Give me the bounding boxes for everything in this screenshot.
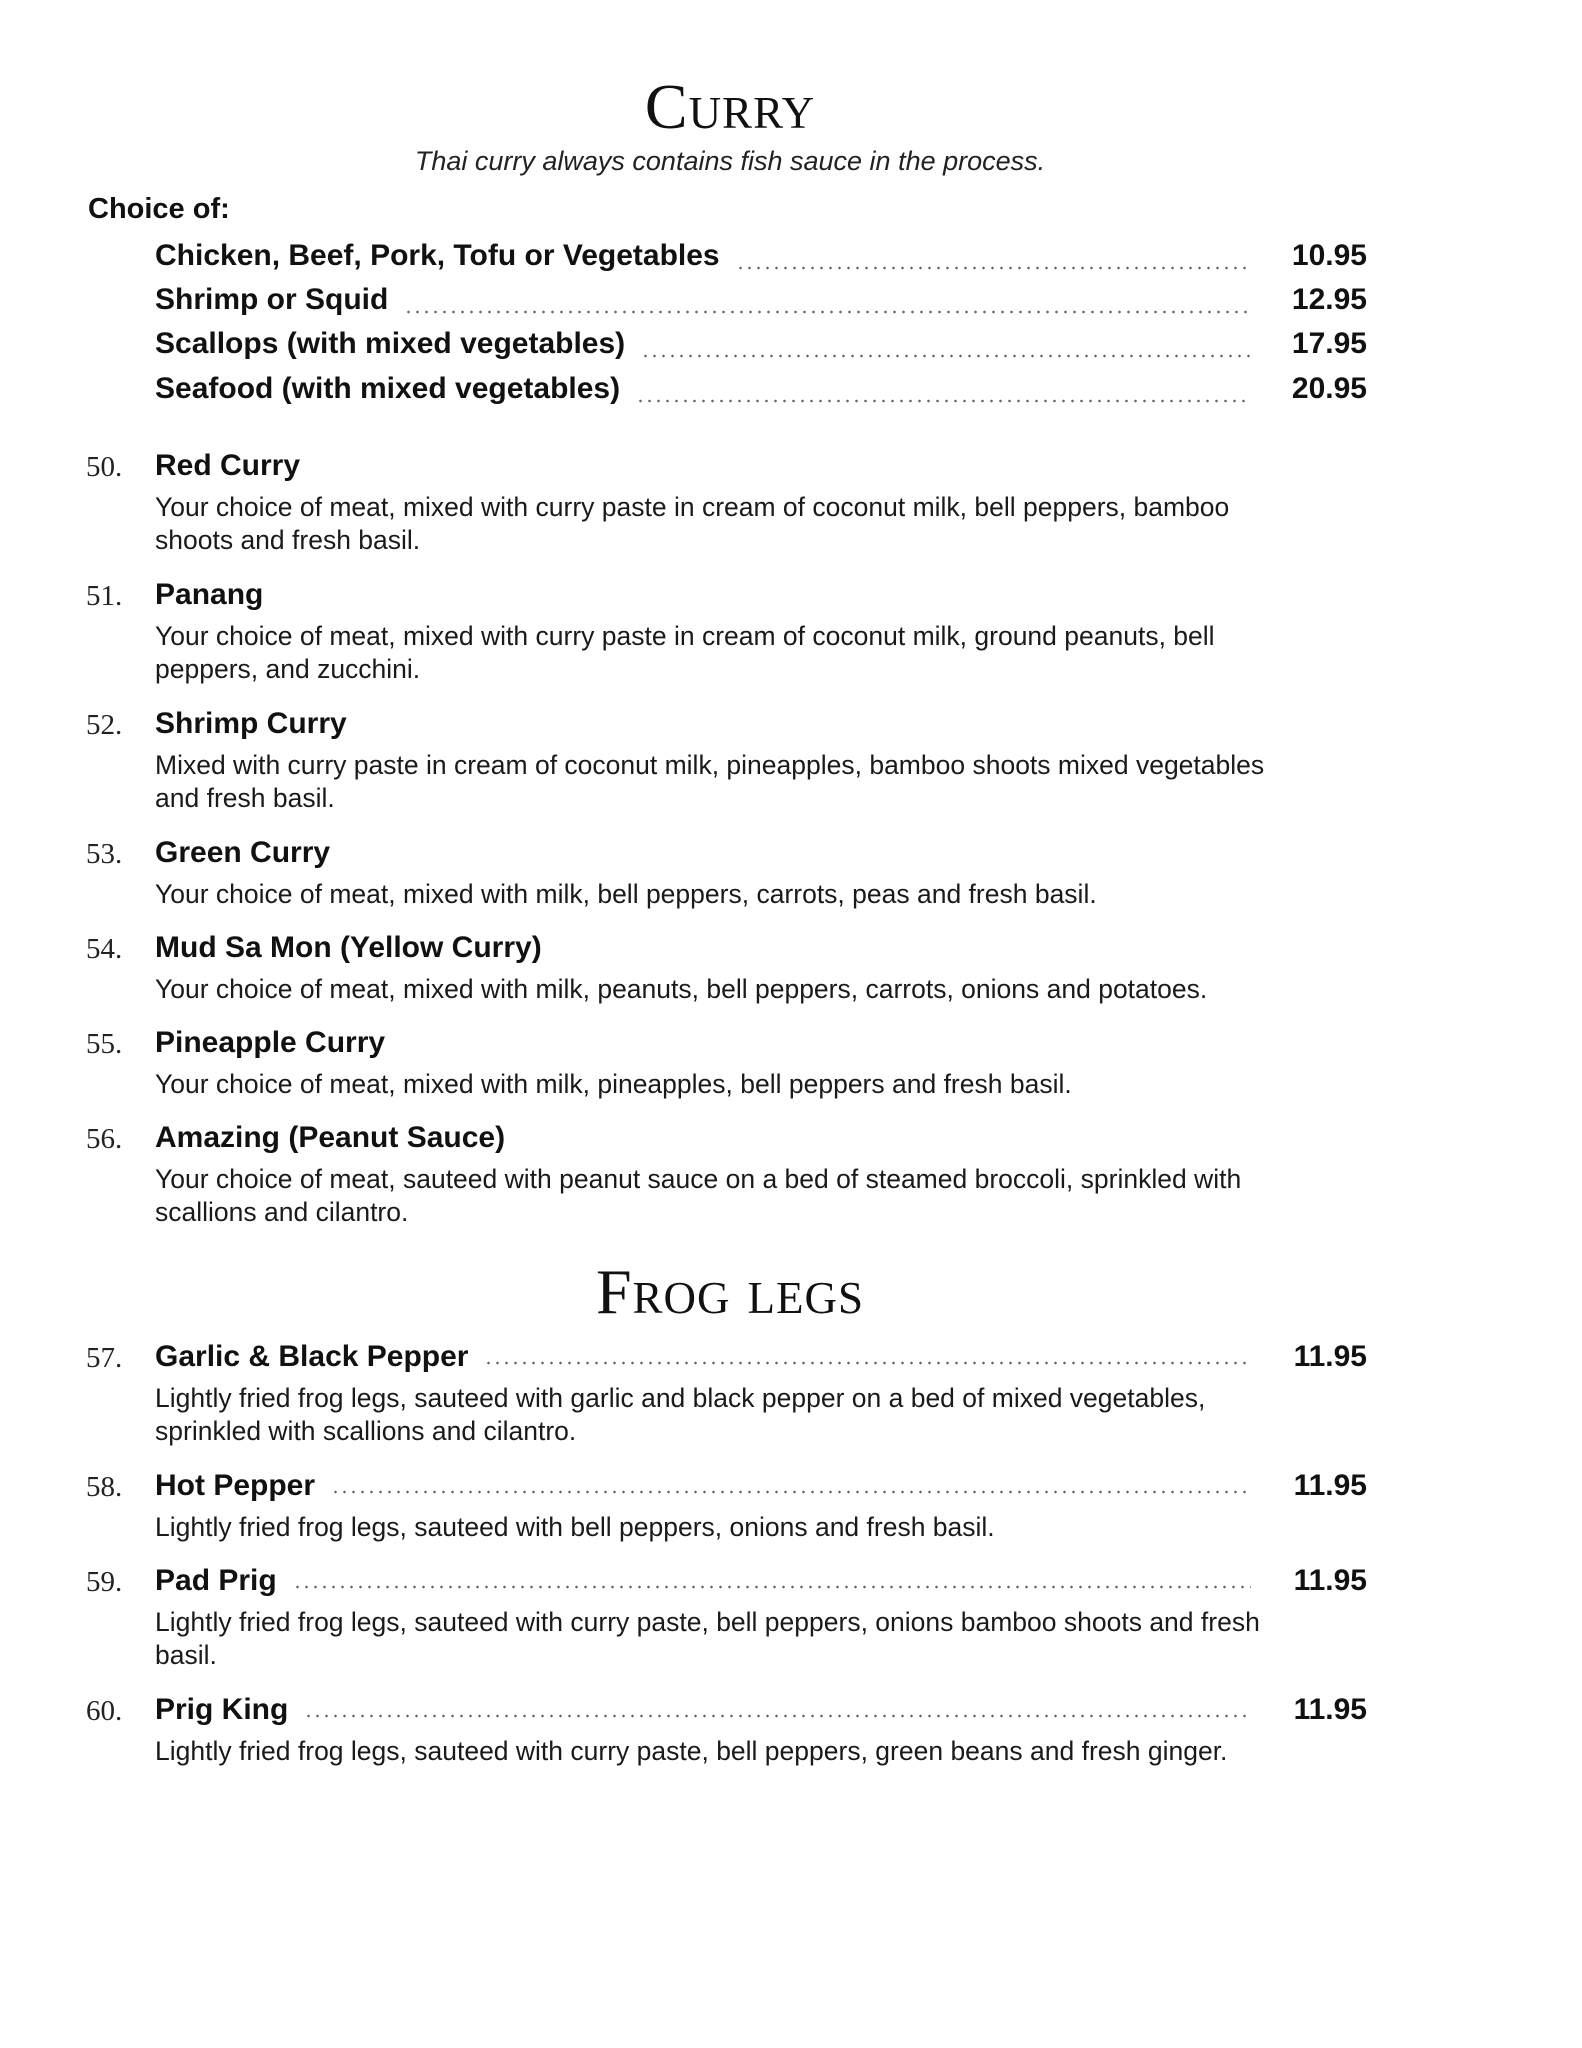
choice-name: Chicken, Beef, Pork, Tofu or Vegetables <box>155 239 720 272</box>
item-number: 58. <box>86 1471 123 1503</box>
item-name: Hot Pepper <box>155 1469 316 1502</box>
leader-dots <box>293 1585 1251 1589</box>
item-price: 11.95 <box>1293 1564 1367 1597</box>
choice-price: 20.95 <box>1291 372 1367 405</box>
item-description: Your choice of meat, mixed with milk, peanuts, bell peppers, carrots, onions and potatoes. <box>155 974 1208 1004</box>
item-number: 51. <box>86 580 123 612</box>
item-description: Your choice of meat, mixed with milk, pineapples, bell peppers and fresh basil. <box>155 1069 1072 1099</box>
item-description: Lightly fried frog legs, sauteed with garlic and black pepper on a bed of mixed vegetables, sprinkled with scallions and cilantro. <box>155 1383 1206 1446</box>
item-name: Mud Sa Mon (Yellow Curry) <box>155 931 542 964</box>
choice-name: Seafood (with mixed vegetables) <box>155 372 621 405</box>
leader-dots <box>331 1490 1251 1494</box>
item-number: 53. <box>86 838 123 870</box>
item-name: Pad Prig <box>155 1564 277 1597</box>
item-name: Garlic & Black Pepper <box>155 1340 469 1373</box>
item-name: Pineapple Curry <box>155 1026 386 1059</box>
choice-price: 17.95 <box>1291 327 1367 360</box>
item-number: 54. <box>86 933 123 965</box>
item-name: Shrimp Curry <box>155 707 347 740</box>
leader-dots <box>304 1714 1251 1718</box>
item-price: 11.95 <box>1293 1340 1367 1373</box>
choice-row <box>155 283 1367 323</box>
item-name: Green Curry <box>155 836 331 869</box>
leader-dots <box>484 1361 1251 1365</box>
item-description: Your choice of meat, mixed with milk, bell peppers, carrots, peas and fresh basil. <box>155 879 1097 909</box>
item-price: 11.95 <box>1293 1693 1367 1726</box>
item-description: Your choice of meat, mixed with curry paste in cream of coconut milk, ground peanuts, bell peppers, and zucchini. <box>155 621 1215 684</box>
leader-dots <box>404 310 1251 314</box>
item-description: Lightly fried frog legs, sauteed with curry paste, bell peppers, green beans and fresh ginger. <box>155 1736 1228 1766</box>
choice-name: Scallops (with mixed vegetables) <box>155 327 626 360</box>
item-number: 55. <box>86 1028 123 1060</box>
item-number: 57. <box>86 1342 123 1374</box>
choice-row <box>155 239 1367 279</box>
choice-name: Shrimp or Squid <box>155 283 389 316</box>
item-description: Mixed with curry paste in cream of coconut milk, pineapples, bamboo shoots mixed vegetables and fresh basil. <box>155 750 1265 813</box>
item-number: 56. <box>86 1123 123 1155</box>
leader-dots <box>736 266 1251 270</box>
leader-dots <box>641 354 1251 358</box>
item-name: Prig King <box>155 1693 289 1726</box>
item-number: 50. <box>86 451 123 483</box>
item-description: Lightly fried frog legs, sauteed with curry paste, bell peppers, onions bamboo shoots and fresh basil. <box>155 1607 1260 1670</box>
item-name: Amazing (Peanut Sauce) <box>155 1121 506 1154</box>
choice-row <box>155 327 1367 367</box>
frog-legs-section-title: Frog legs <box>595 1256 865 1327</box>
item-name: Red Curry <box>155 449 301 482</box>
choice-price: 10.95 <box>1291 239 1367 272</box>
curry-subtitle: Thai curry always contains fish sauce in the process. <box>414 146 1046 176</box>
choice-price: 12.95 <box>1291 283 1367 316</box>
item-number: 52. <box>86 709 123 741</box>
item-description: Your choice of meat, sauteed with peanut sauce on a bed of steamed broccoli, sprinkled with scallions and cilantro. <box>155 1164 1242 1227</box>
item-number: 60. <box>86 1695 123 1727</box>
curry-section-title: Curry <box>644 71 816 142</box>
choice-row <box>155 372 1367 412</box>
item-price: 11.95 <box>1293 1469 1367 1502</box>
item-description: Lightly fried frog legs, sauteed with bell peppers, onions and fresh basil. <box>155 1512 995 1542</box>
item-number: 59. <box>86 1566 123 1598</box>
item-description: Your choice of meat, mixed with curry paste in cream of coconut milk, bell peppers, bamboo shoots and fresh basil. <box>155 492 1230 555</box>
choice-label: Choice of: <box>88 193 230 225</box>
leader-dots <box>636 399 1251 403</box>
item-name: Panang <box>155 578 264 611</box>
